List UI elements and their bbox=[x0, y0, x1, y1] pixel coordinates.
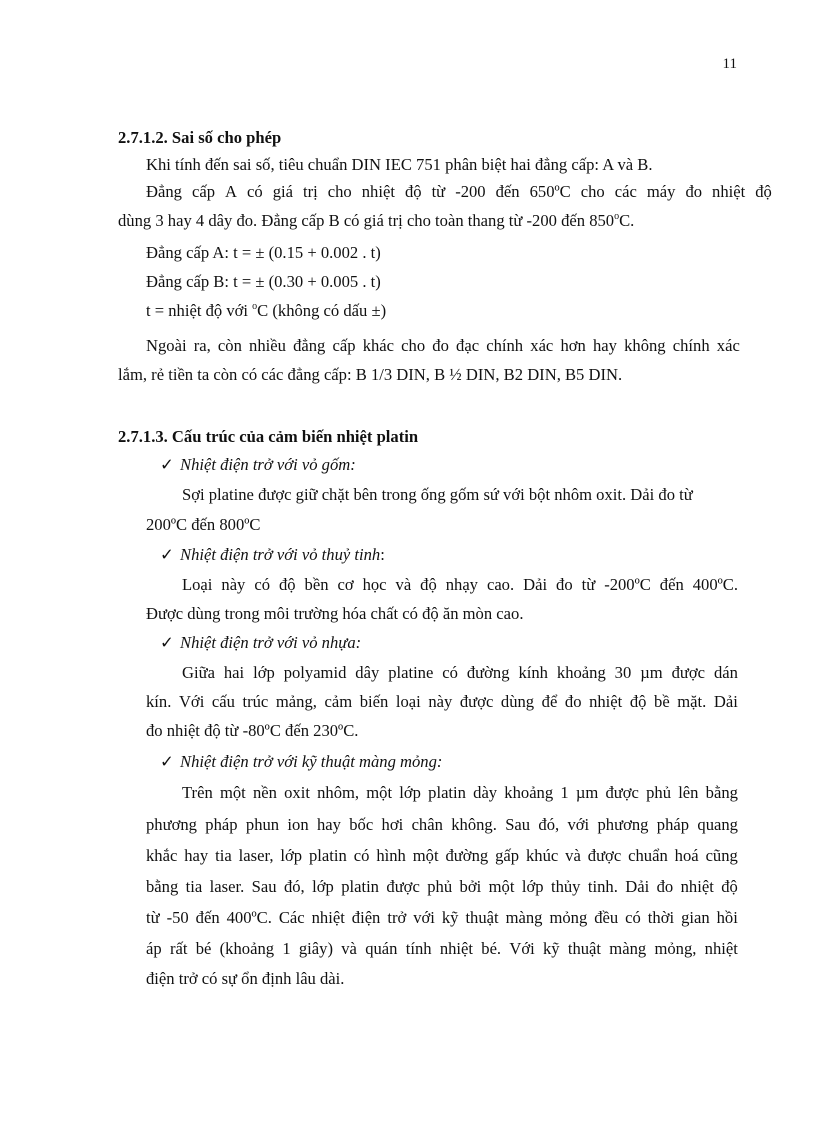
word: đến bbox=[195, 908, 220, 927]
word: bằng bbox=[146, 877, 179, 896]
checkmark-icon: ✓ bbox=[160, 545, 174, 564]
paragraph-line: 200ºC đến 800ºC bbox=[146, 515, 261, 534]
word: xác bbox=[716, 336, 740, 355]
word: mỏng bbox=[549, 908, 588, 927]
word: ion bbox=[287, 815, 309, 834]
word: chính bbox=[672, 336, 710, 355]
word: đến bbox=[659, 575, 684, 594]
word: có bbox=[353, 846, 370, 865]
word: A bbox=[225, 182, 237, 201]
word: nhiệt bbox=[680, 877, 714, 896]
word: áp bbox=[146, 939, 162, 958]
word: máy bbox=[646, 182, 676, 201]
word: nhiệt bbox=[589, 692, 623, 711]
word: lớp bbox=[312, 877, 334, 896]
word: phương bbox=[146, 815, 197, 834]
list-item-title bbox=[160, 752, 442, 772]
word: có bbox=[247, 182, 263, 201]
word: bốc bbox=[349, 815, 374, 834]
word: đường bbox=[445, 846, 489, 865]
paragraph-line: đo nhiệt độ từ -80ºC đến 230ºC. bbox=[146, 721, 359, 740]
text-run: t = nhiệt độ với bbox=[146, 301, 253, 320]
word: cao. bbox=[486, 575, 515, 594]
word: 1 bbox=[560, 783, 569, 802]
word: nền bbox=[252, 783, 277, 802]
word: phủ bbox=[646, 783, 671, 802]
word: bề bbox=[654, 692, 670, 711]
word: dùng bbox=[500, 692, 535, 711]
word: 400ºC. bbox=[226, 908, 272, 927]
word: hình bbox=[376, 846, 406, 865]
word: Loại bbox=[182, 575, 213, 594]
list-item-title bbox=[160, 545, 385, 565]
word: Trên bbox=[182, 783, 213, 802]
word: không. bbox=[451, 815, 497, 834]
word: hơi bbox=[381, 815, 404, 834]
word: polyamid bbox=[283, 663, 347, 682]
word: nhiều bbox=[249, 336, 286, 355]
word: 650ºC bbox=[529, 182, 571, 201]
word: tính bbox=[405, 939, 432, 958]
word: platine bbox=[388, 663, 434, 682]
word: platin bbox=[341, 877, 379, 896]
word: đến bbox=[495, 182, 520, 201]
degree-sign: o bbox=[252, 301, 258, 312]
word: bằng bbox=[705, 783, 738, 802]
word: đó, bbox=[538, 815, 560, 834]
word: dán bbox=[713, 663, 738, 682]
word: độ bbox=[278, 575, 296, 594]
word: -50 bbox=[166, 908, 189, 927]
word: giây) bbox=[298, 939, 333, 958]
word: đo bbox=[556, 575, 573, 594]
word: kín. bbox=[146, 692, 172, 711]
word: Với bbox=[178, 692, 205, 711]
word: hoá bbox=[674, 846, 699, 865]
word: laser. bbox=[209, 877, 245, 896]
word: có bbox=[254, 575, 270, 594]
word: phương bbox=[597, 815, 649, 834]
paragraph-line bbox=[146, 692, 738, 712]
word: một bbox=[366, 783, 393, 802]
word: cảm bbox=[324, 692, 353, 711]
word: oxit bbox=[284, 783, 310, 802]
word: Dải bbox=[523, 575, 548, 594]
paragraph-line bbox=[146, 908, 738, 928]
word: để bbox=[541, 692, 558, 711]
word: nhiệt bbox=[311, 908, 345, 927]
definition-line bbox=[146, 301, 386, 321]
word: có bbox=[442, 663, 458, 682]
word: khoảng bbox=[556, 663, 606, 682]
word: từ bbox=[581, 575, 596, 594]
word: mỏng, bbox=[654, 939, 697, 958]
word: độ bbox=[721, 877, 738, 896]
word: nhiệt bbox=[439, 939, 473, 958]
word: và bbox=[565, 846, 581, 865]
word: hay bbox=[316, 815, 341, 834]
word: Sau bbox=[251, 877, 277, 896]
word: trở bbox=[387, 908, 407, 927]
word: tinh. bbox=[587, 877, 618, 896]
word: ra, bbox=[193, 336, 211, 355]
paragraph-line: Khi tính đến sai số, tiêu chuẩn DIN IEC 751 phân biệt hai đẳng cấp: A và B. bbox=[146, 155, 653, 174]
word: một bbox=[219, 783, 246, 802]
paragraph-line bbox=[182, 575, 738, 595]
word: lớp bbox=[253, 663, 275, 682]
paragraph-line bbox=[146, 815, 738, 835]
word: đo bbox=[685, 182, 703, 201]
word: còn bbox=[217, 336, 242, 355]
text-run: dùng 3 hay 4 dây đo. Đẳng cấp B có giá trị cho toàn thang từ -200 đến 850 bbox=[118, 211, 615, 230]
paragraph-line: Được dùng trong môi trường hóa chất có độ ăn mòn cao. bbox=[146, 604, 524, 623]
list-item-title bbox=[160, 455, 356, 475]
word: mảng, bbox=[275, 692, 317, 711]
list-item-title bbox=[160, 633, 361, 653]
word: lên bbox=[678, 783, 699, 802]
word: này bbox=[428, 692, 453, 711]
word: loại bbox=[395, 692, 421, 711]
word: pháp bbox=[656, 815, 690, 834]
word: khắc bbox=[146, 846, 178, 865]
word: thuật bbox=[567, 939, 602, 958]
word: xác bbox=[530, 336, 554, 355]
word: độ bbox=[404, 182, 422, 201]
word: 400ºC. bbox=[692, 575, 738, 594]
word: trị bbox=[303, 182, 318, 201]
word: có bbox=[625, 908, 641, 927]
word: Các bbox=[278, 908, 305, 927]
section-heading: 2.7.1.3. Cấu trúc của cảm biến nhiệt platin bbox=[118, 427, 419, 446]
word: Sau bbox=[505, 815, 531, 834]
word: Với bbox=[509, 939, 535, 958]
word: laser, bbox=[238, 846, 274, 865]
checkmark-icon: ✓ bbox=[160, 633, 174, 652]
word: rất bbox=[169, 939, 188, 958]
paragraph-line bbox=[146, 846, 738, 866]
word: đo bbox=[432, 336, 449, 355]
word: Ngoài bbox=[146, 336, 187, 355]
word: hai bbox=[223, 663, 245, 682]
word: đo bbox=[656, 877, 674, 896]
word: được bbox=[386, 877, 420, 896]
word: platin bbox=[428, 783, 466, 802]
item-title: Nhiệt điện trở với vỏ nhựa: bbox=[180, 633, 362, 652]
word: được bbox=[459, 692, 494, 711]
formula-line: Đẳng cấp A: t = ± (0.15 + 0.002 . t) bbox=[146, 243, 381, 262]
word: với bbox=[413, 908, 435, 927]
word: nhôm, bbox=[317, 783, 360, 802]
word: Dải bbox=[713, 692, 738, 711]
word: trúc bbox=[242, 692, 269, 711]
word: thủy bbox=[550, 877, 581, 896]
word: tia bbox=[215, 846, 232, 865]
item-title: Nhiệt điện trở với vỏ gốm: bbox=[180, 455, 356, 474]
text-run: : bbox=[380, 545, 385, 564]
word: nhiệt bbox=[712, 182, 746, 201]
word: biến bbox=[359, 692, 389, 711]
word: từ bbox=[431, 182, 446, 201]
word: được bbox=[671, 663, 706, 682]
degree-sign: o bbox=[614, 211, 620, 222]
word: µm bbox=[575, 783, 599, 802]
word: điện bbox=[351, 908, 381, 927]
word: và bbox=[341, 939, 357, 958]
word: một bbox=[488, 877, 515, 896]
word: gian bbox=[681, 908, 710, 927]
word: từ bbox=[146, 908, 160, 927]
word: này bbox=[221, 575, 246, 594]
checkmark-icon: ✓ bbox=[160, 455, 174, 474]
text-run: C. bbox=[619, 211, 635, 230]
word: đo bbox=[564, 692, 582, 711]
word: độ bbox=[420, 575, 437, 594]
paragraph-line bbox=[146, 939, 738, 959]
word: hay bbox=[592, 336, 617, 355]
word: 1 bbox=[282, 939, 291, 958]
word: màng bbox=[609, 939, 647, 958]
word: bền bbox=[304, 575, 329, 594]
word: đạc bbox=[456, 336, 480, 355]
word: đẳng bbox=[293, 336, 326, 355]
word: lớp bbox=[521, 877, 544, 896]
word: đều bbox=[594, 908, 619, 927]
page-number: 11 bbox=[722, 56, 737, 72]
paragraph-line: Sợi platine được giữ chặt bên trong ống gốm sứ với bột nhôm oxit. Dải đo từ bbox=[182, 485, 693, 504]
word: cấu bbox=[211, 692, 235, 711]
word: cấp bbox=[191, 182, 215, 201]
word: khoảng bbox=[504, 783, 554, 802]
word: phun bbox=[245, 815, 280, 834]
word: chân bbox=[411, 815, 443, 834]
word: cũng bbox=[705, 846, 738, 865]
word: cho bbox=[580, 182, 605, 201]
paragraph-line bbox=[146, 336, 740, 356]
word: Dải bbox=[625, 877, 650, 896]
word: màng bbox=[505, 908, 543, 927]
word: platin bbox=[309, 846, 347, 865]
text-run: C (không có dấu ±) bbox=[257, 301, 387, 320]
word: pháp bbox=[205, 815, 238, 834]
paragraph-line bbox=[146, 877, 738, 897]
word: bé. bbox=[481, 939, 502, 958]
paragraph-line: lắm, rẻ tiền ta còn có các đẳng cấp: B 1/3 DIN, B ½ DIN, B2 DIN, B5 DIN. bbox=[118, 365, 623, 384]
word: khác bbox=[362, 336, 395, 355]
paragraph-line bbox=[182, 663, 738, 683]
word: Đẳng bbox=[146, 182, 182, 201]
word: µm bbox=[640, 663, 663, 682]
word: chuẩn bbox=[628, 846, 668, 865]
word: được bbox=[605, 783, 639, 802]
word: và bbox=[395, 575, 412, 594]
word: chính bbox=[486, 336, 524, 355]
word: 30 bbox=[614, 663, 632, 682]
word: nhiệt bbox=[361, 182, 395, 201]
word: (khoảng bbox=[219, 939, 275, 958]
paragraph-line bbox=[118, 211, 634, 231]
word: Giữa bbox=[182, 663, 215, 682]
word: kính bbox=[518, 663, 548, 682]
word: các bbox=[614, 182, 637, 201]
word: phủ bbox=[427, 877, 453, 896]
word: giá bbox=[272, 182, 293, 201]
word: quán bbox=[365, 939, 398, 958]
word: cấp bbox=[332, 336, 356, 355]
word: gấp bbox=[495, 846, 520, 865]
section-heading: 2.7.1.2. Sai số cho phép bbox=[118, 128, 282, 147]
word: thuật bbox=[465, 908, 499, 927]
word: -200ºC bbox=[604, 575, 651, 594]
word: tia bbox=[185, 877, 203, 896]
word: thời bbox=[647, 908, 675, 927]
word: bé bbox=[195, 939, 212, 958]
word: hơn bbox=[560, 336, 586, 355]
word: kỹ bbox=[441, 908, 459, 927]
paragraph-line bbox=[146, 182, 772, 202]
word: nhiệt bbox=[704, 939, 738, 958]
checkmark-icon: ✓ bbox=[160, 752, 174, 771]
word: được bbox=[587, 846, 622, 865]
word: mặt. bbox=[677, 692, 707, 711]
word: nhạy bbox=[445, 575, 478, 594]
word: lớp bbox=[280, 846, 303, 865]
word: một bbox=[412, 846, 439, 865]
paragraph-line: điện trở có sự ổn định lâu dài. bbox=[146, 969, 345, 988]
paragraph-line bbox=[182, 783, 738, 803]
word: với bbox=[567, 815, 590, 834]
word: khúc bbox=[525, 846, 559, 865]
word: độ bbox=[755, 182, 772, 201]
formula-line: Đẳng cấp B: t = ± (0.30 + 0.005 . t) bbox=[146, 272, 381, 291]
word: cho bbox=[401, 336, 426, 355]
word: kỹ bbox=[542, 939, 560, 958]
word: không bbox=[624, 336, 666, 355]
word: -200 bbox=[455, 182, 486, 201]
word: quang bbox=[697, 815, 738, 834]
word: học bbox=[362, 575, 387, 594]
word: bởi bbox=[459, 877, 482, 896]
item-title: Nhiệt điện trở với vỏ thuỷ tinh bbox=[180, 545, 381, 564]
word: cho bbox=[327, 182, 352, 201]
word: hay bbox=[184, 846, 209, 865]
word: đường bbox=[466, 663, 510, 682]
word: độ bbox=[629, 692, 647, 711]
word: cơ bbox=[337, 575, 354, 594]
word: dây bbox=[355, 663, 380, 682]
word: đó, bbox=[283, 877, 305, 896]
word: hồi bbox=[716, 908, 738, 927]
word: dày bbox=[473, 783, 498, 802]
word: lớp bbox=[399, 783, 421, 802]
item-title: Nhiệt điện trở với kỹ thuật màng mỏng: bbox=[180, 752, 443, 771]
